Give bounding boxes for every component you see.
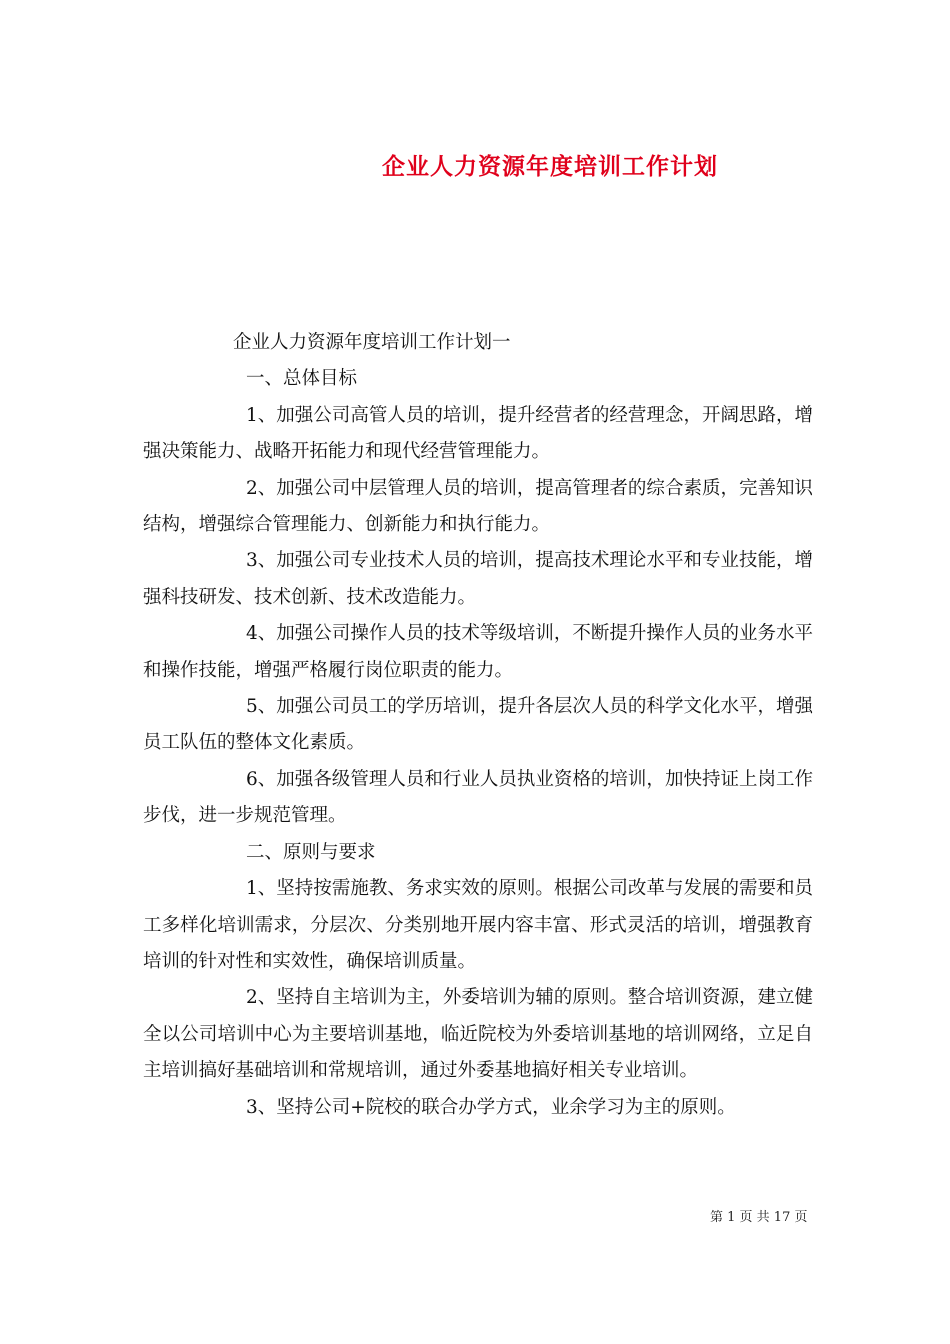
paragraph: 4、加强公司操作人员的技术等级培训，不断提升操作人员的业务水平和操作技能，增强严格履行岗位职责的能力。 (143, 623, 813, 681)
document-body (143, 325, 813, 1126)
paragraph: 2、加强公司中层管理人员的培训，提高管理者的综合素质，完善知识结构，增强综合管理能力、创新能力和执行能力。 (143, 477, 813, 536)
paragraph: 5、加强公司员工的学历培训，提升各层次人员的科学文化水平，增强员工队伍的整体文化素质。 (143, 696, 813, 754)
page-number-footer: 第 1 页 共 17 页 (710, 1210, 808, 1225)
paragraph: 6、加强各级管理人员和行业人员执业资格的培训，加快持证上岗工作步伐，进一步规范管理。 (143, 768, 813, 827)
paragraph: 2、坚持自主培训为主，外委培训为辅的原则。整合培训资源，建立健全以公司培训中心为主要培训基地，临近院校为外委培训基地的培训网络，立足自主培训搞好基础培训和常规培训，通过外委基地搞好相关专业培训。 (143, 987, 813, 1082)
section-heading-principles: 二、原则与要求 (246, 841, 376, 863)
paragraph: 1、加强公司高管人员的培训，提升经营者的经营理念，开阔思路，增强决策能力、战略开拓能力和现代经营管理能力。 (143, 404, 813, 463)
paragraph: 3、坚持公司+院校的联合办学方式，业余学习为主的原则。 (246, 1096, 736, 1118)
paragraph: 3、加强公司专业技术人员的培训，提高技术理论水平和专业技能，增强科技研发、技术创新、技术改造能力。 (143, 550, 813, 608)
document-subtitle: 企业人力资源年度培训工作计划一 (233, 332, 511, 353)
paragraph: 1、坚持按需施教、务求实效的原则。根据公司改革与发展的需要和员工多样化培训需求，分层次、分类别地开展内容丰富、形式灵活的培训，增强教育培训的针对性和实效性，确保培训质量。 (143, 878, 813, 972)
section-heading-goals: 一、总体目标 (246, 368, 358, 390)
document-title: 企业人力资源年度培训工作计划 (382, 153, 718, 181)
